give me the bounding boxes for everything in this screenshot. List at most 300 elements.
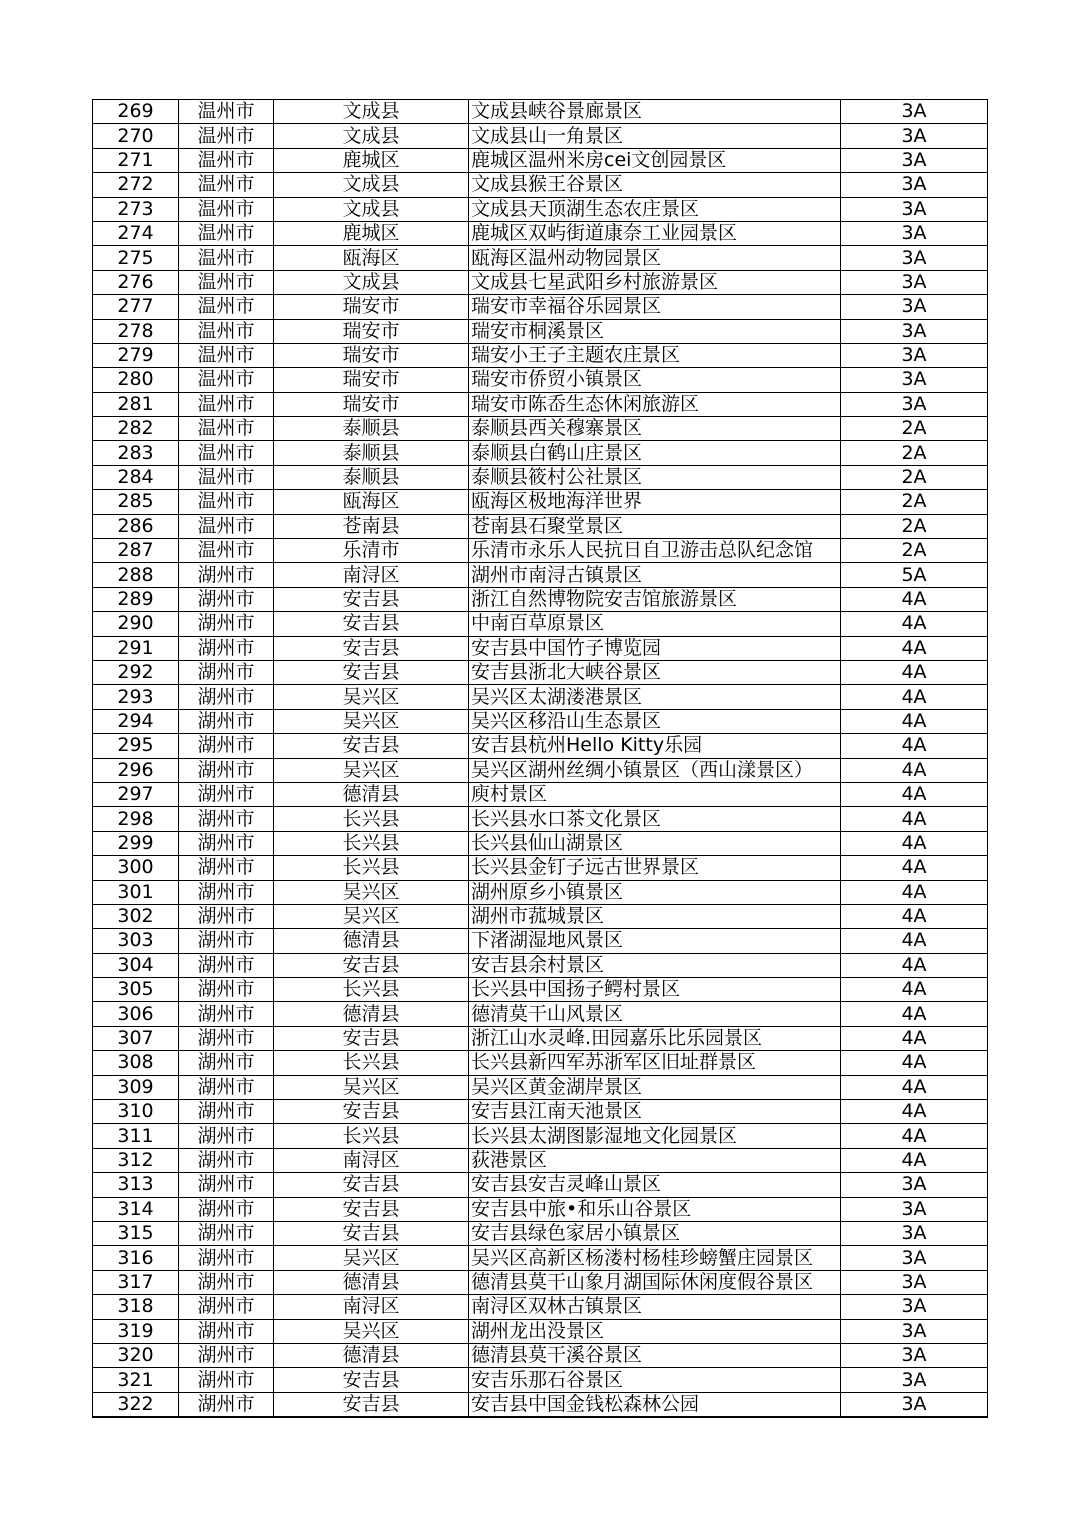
cell-grade: 3A [841, 100, 988, 124]
cell-grade: 2A [841, 465, 988, 489]
cell-scenic-name: 安吉县中国金钱松森林公园 [469, 1392, 841, 1417]
table-row [93, 1221, 988, 1245]
cell-scenic-name: 荻港景区 [469, 1148, 841, 1172]
cell-district: 南浔区 [274, 1295, 469, 1319]
cell-city: 温州市 [179, 490, 274, 514]
cell-district: 德清县 [274, 929, 469, 953]
cell-district: 德清县 [274, 782, 469, 806]
cell-number: 294 [93, 709, 179, 733]
cell-scenic-name: 长兴县金钉子远古世界景区 [469, 856, 841, 880]
cell-number: 276 [93, 270, 179, 294]
cell-number: 273 [93, 197, 179, 221]
cell-number: 321 [93, 1368, 179, 1392]
cell-district: 南浔区 [274, 1148, 469, 1172]
cell-number: 309 [93, 1075, 179, 1099]
cell-grade: 3A [841, 197, 988, 221]
cell-district: 安吉县 [274, 953, 469, 977]
table-row [93, 514, 988, 538]
cell-scenic-name: 吴兴区移沿山生态景区 [469, 709, 841, 733]
table-row [93, 124, 988, 148]
cell-number: 291 [93, 636, 179, 660]
cell-grade: 3A [841, 173, 988, 197]
cell-city: 温州市 [179, 465, 274, 489]
cell-number: 293 [93, 685, 179, 709]
cell-district: 瓯海区 [274, 490, 469, 514]
cell-number: 284 [93, 465, 179, 489]
cell-city: 湖州市 [179, 734, 274, 758]
table-row [93, 880, 988, 904]
cell-scenic-name: 安吉县余村景区 [469, 953, 841, 977]
cell-city: 温州市 [179, 295, 274, 319]
table-row [93, 417, 988, 441]
cell-district: 瑞安市 [274, 392, 469, 416]
cell-grade: 4A [841, 1148, 988, 1172]
cell-scenic-name: 长兴县水口茶文化景区 [469, 807, 841, 831]
cell-scenic-name: 瑞安市陈岙生态休闲旅游区 [469, 392, 841, 416]
cell-city: 湖州市 [179, 1197, 274, 1221]
cell-city: 湖州市 [179, 685, 274, 709]
table-row [93, 100, 988, 124]
table-row [93, 1075, 988, 1099]
cell-city: 温州市 [179, 392, 274, 416]
table-row [93, 660, 988, 684]
cell-grade: 2A [841, 539, 988, 563]
cell-city: 湖州市 [179, 636, 274, 660]
cell-number: 315 [93, 1221, 179, 1245]
cell-district: 吴兴区 [274, 1075, 469, 1099]
cell-scenic-name: 湖州原乡小镇景区 [469, 880, 841, 904]
cell-district: 德清县 [274, 1002, 469, 1026]
cell-number: 272 [93, 173, 179, 197]
cell-district: 长兴县 [274, 856, 469, 880]
cell-district: 乐清市 [274, 539, 469, 563]
cell-number: 282 [93, 417, 179, 441]
cell-city: 湖州市 [179, 1270, 274, 1294]
cell-scenic-name: 瑞安市侨贸小镇景区 [469, 368, 841, 392]
cell-number: 319 [93, 1319, 179, 1343]
cell-district: 瑞安市 [274, 295, 469, 319]
cell-district: 瑞安市 [274, 368, 469, 392]
cell-city: 温州市 [179, 417, 274, 441]
cell-scenic-name: 长兴县新四军苏浙军区旧址群景区 [469, 1051, 841, 1075]
cell-district: 瑞安市 [274, 343, 469, 367]
cell-district: 文成县 [274, 124, 469, 148]
cell-scenic-name: 湖州龙出没景区 [469, 1319, 841, 1343]
table-row [93, 1295, 988, 1319]
cell-number: 303 [93, 929, 179, 953]
cell-city: 湖州市 [179, 563, 274, 587]
cell-district: 安吉县 [274, 734, 469, 758]
cell-grade: 4A [841, 660, 988, 684]
cell-city: 温州市 [179, 124, 274, 148]
cell-grade: 4A [841, 1075, 988, 1099]
cell-district: 吴兴区 [274, 880, 469, 904]
cell-district: 吴兴区 [274, 758, 469, 782]
cell-district: 安吉县 [274, 1221, 469, 1245]
cell-number: 285 [93, 490, 179, 514]
table-row [93, 368, 988, 392]
cell-number: 277 [93, 295, 179, 319]
cell-grade: 3A [841, 270, 988, 294]
table-row [93, 782, 988, 806]
table-row [93, 758, 988, 782]
cell-grade: 4A [841, 1124, 988, 1148]
cell-grade: 3A [841, 392, 988, 416]
cell-scenic-name: 鹿城区双屿街道康奈工业园景区 [469, 221, 841, 245]
cell-grade: 4A [841, 929, 988, 953]
cell-scenic-name: 安吉乐那石谷景区 [469, 1368, 841, 1392]
cell-city: 湖州市 [179, 1148, 274, 1172]
cell-number: 274 [93, 221, 179, 245]
cell-grade: 3A [841, 343, 988, 367]
table-body [93, 100, 988, 1418]
cell-scenic-name: 安吉县中国竹子博览园 [469, 636, 841, 660]
table-row [93, 539, 988, 563]
cell-district: 吴兴区 [274, 1319, 469, 1343]
table-row [93, 636, 988, 660]
cell-district: 长兴县 [274, 978, 469, 1002]
cell-scenic-name: 德清县莫干溪谷景区 [469, 1343, 841, 1367]
cell-scenic-name: 乐清市永乐人民抗日自卫游击总队纪念馆 [469, 539, 841, 563]
table-row [93, 295, 988, 319]
cell-number: 311 [93, 1124, 179, 1148]
cell-district: 文成县 [274, 197, 469, 221]
cell-city: 湖州市 [179, 1026, 274, 1050]
cell-district: 安吉县 [274, 1173, 469, 1197]
cell-number: 290 [93, 612, 179, 636]
cell-grade: 3A [841, 319, 988, 343]
cell-grade: 3A [841, 295, 988, 319]
cell-number: 295 [93, 734, 179, 758]
cell-scenic-name: 下渚湖湿地风景区 [469, 929, 841, 953]
cell-city: 湖州市 [179, 856, 274, 880]
cell-scenic-name: 庾村景区 [469, 782, 841, 806]
cell-city: 湖州市 [179, 904, 274, 928]
cell-grade: 2A [841, 417, 988, 441]
cell-grade: 4A [841, 1051, 988, 1075]
cell-grade: 3A [841, 1368, 988, 1392]
table-row [93, 904, 988, 928]
cell-district: 安吉县 [274, 1368, 469, 1392]
cell-grade: 3A [841, 1343, 988, 1367]
table-row [93, 734, 988, 758]
cell-number: 280 [93, 368, 179, 392]
cell-scenic-name: 泰顺县西关穆寨景区 [469, 417, 841, 441]
table-row [93, 441, 988, 465]
cell-city: 湖州市 [179, 1002, 274, 1026]
cell-scenic-name: 文成县天顶湖生态农庄景区 [469, 197, 841, 221]
cell-scenic-name: 泰顺县白鹤山庄景区 [469, 441, 841, 465]
cell-city: 温州市 [179, 270, 274, 294]
cell-district: 鹿城区 [274, 148, 469, 172]
cell-number: 320 [93, 1343, 179, 1367]
cell-number: 308 [93, 1051, 179, 1075]
cell-city: 湖州市 [179, 587, 274, 611]
cell-city: 温州市 [179, 148, 274, 172]
cell-city: 湖州市 [179, 1100, 274, 1124]
table-row [93, 270, 988, 294]
cell-city: 温州市 [179, 514, 274, 538]
cell-scenic-name: 中南百草原景区 [469, 612, 841, 636]
cell-city: 湖州市 [179, 929, 274, 953]
cell-number: 310 [93, 1100, 179, 1124]
table-row [93, 1319, 988, 1343]
cell-scenic-name: 苍南县石聚堂景区 [469, 514, 841, 538]
cell-number: 275 [93, 246, 179, 270]
cell-grade: 4A [841, 612, 988, 636]
cell-grade: 3A [841, 1246, 988, 1270]
cell-grade: 4A [841, 807, 988, 831]
cell-number: 305 [93, 978, 179, 1002]
table-row [93, 1173, 988, 1197]
cell-city: 温州市 [179, 246, 274, 270]
table-row [93, 1343, 988, 1367]
cell-grade: 3A [841, 1270, 988, 1294]
cell-scenic-name: 安吉县浙北大峡谷景区 [469, 660, 841, 684]
cell-city: 湖州市 [179, 880, 274, 904]
cell-grade: 4A [841, 856, 988, 880]
cell-number: 297 [93, 782, 179, 806]
cell-number: 316 [93, 1246, 179, 1270]
cell-district: 德清县 [274, 1270, 469, 1294]
cell-city: 温州市 [179, 100, 274, 124]
cell-city: 湖州市 [179, 1221, 274, 1245]
cell-scenic-name: 浙江自然博物院安吉馆旅游景区 [469, 587, 841, 611]
table-row [93, 709, 988, 733]
cell-city: 温州市 [179, 368, 274, 392]
cell-district: 吴兴区 [274, 709, 469, 733]
cell-grade: 4A [841, 904, 988, 928]
cell-number: 288 [93, 563, 179, 587]
cell-grade: 3A [841, 148, 988, 172]
table-row [93, 1368, 988, 1392]
cell-number: 307 [93, 1026, 179, 1050]
cell-district: 安吉县 [274, 1026, 469, 1050]
cell-city: 湖州市 [179, 1392, 274, 1417]
cell-grade: 4A [841, 831, 988, 855]
table-row [93, 319, 988, 343]
cell-grade: 4A [841, 782, 988, 806]
cell-district: 安吉县 [274, 587, 469, 611]
cell-scenic-name: 湖州市南浔古镇景区 [469, 563, 841, 587]
table-row [93, 465, 988, 489]
table-row [93, 953, 988, 977]
cell-grade: 3A [841, 1392, 988, 1417]
cell-grade: 4A [841, 685, 988, 709]
cell-city: 温州市 [179, 173, 274, 197]
cell-number: 292 [93, 660, 179, 684]
cell-district: 鹿城区 [274, 221, 469, 245]
cell-grade: 2A [841, 514, 988, 538]
cell-city: 温州市 [179, 221, 274, 245]
cell-district: 长兴县 [274, 1051, 469, 1075]
table-row [93, 1051, 988, 1075]
table-row [93, 1124, 988, 1148]
cell-scenic-name: 浙江山水灵峰.田园嘉乐比乐园景区 [469, 1026, 841, 1050]
cell-city: 湖州市 [179, 782, 274, 806]
cell-city: 湖州市 [179, 1051, 274, 1075]
cell-district: 苍南县 [274, 514, 469, 538]
cell-scenic-name: 安吉县中旅•和乐山谷景区 [469, 1197, 841, 1221]
cell-district: 瑞安市 [274, 319, 469, 343]
cell-district: 安吉县 [274, 1392, 469, 1417]
table-row [93, 807, 988, 831]
cell-scenic-name: 瑞安小王子主题农庄景区 [469, 343, 841, 367]
cell-district: 泰顺县 [274, 441, 469, 465]
cell-grade: 4A [841, 978, 988, 1002]
cell-scenic-name: 安吉县杭州Hello Kitty乐园 [469, 734, 841, 758]
cell-city: 湖州市 [179, 1246, 274, 1270]
cell-grade: 3A [841, 1295, 988, 1319]
cell-city: 湖州市 [179, 612, 274, 636]
cell-number: 299 [93, 831, 179, 855]
cell-district: 吴兴区 [274, 1246, 469, 1270]
cell-grade: 2A [841, 441, 988, 465]
cell-grade: 4A [841, 1100, 988, 1124]
cell-district: 吴兴区 [274, 904, 469, 928]
cell-number: 300 [93, 856, 179, 880]
cell-scenic-name: 吴兴区黄金湖岸景区 [469, 1075, 841, 1099]
cell-district: 泰顺县 [274, 465, 469, 489]
cell-city: 湖州市 [179, 1343, 274, 1367]
cell-city: 湖州市 [179, 1173, 274, 1197]
cell-scenic-name: 吴兴区湖州丝绸小镇景区（西山漾景区） [469, 758, 841, 782]
cell-city: 湖州市 [179, 1319, 274, 1343]
cell-city: 温州市 [179, 343, 274, 367]
cell-grade: 4A [841, 1026, 988, 1050]
table-row [93, 1246, 988, 1270]
table-row [93, 978, 988, 1002]
cell-number: 304 [93, 953, 179, 977]
cell-district: 文成县 [274, 173, 469, 197]
cell-number: 278 [93, 319, 179, 343]
table-row [93, 221, 988, 245]
table-row [93, 612, 988, 636]
cell-scenic-name: 湖州市菰城景区 [469, 904, 841, 928]
cell-city: 湖州市 [179, 1295, 274, 1319]
cell-scenic-name: 瓯海区极地海洋世界 [469, 490, 841, 514]
cell-grade: 4A [841, 709, 988, 733]
cell-district: 吴兴区 [274, 685, 469, 709]
cell-grade: 3A [841, 1173, 988, 1197]
cell-grade: 4A [841, 1002, 988, 1026]
table-row [93, 1002, 988, 1026]
table-row [93, 490, 988, 514]
cell-number: 270 [93, 124, 179, 148]
table-row [93, 831, 988, 855]
cell-number: 286 [93, 514, 179, 538]
cell-scenic-name: 吴兴区高新区杨溇村杨桂珍螃蟹庄园景区 [469, 1246, 841, 1270]
cell-city: 湖州市 [179, 758, 274, 782]
cell-scenic-name: 安吉县绿色家居小镇景区 [469, 1221, 841, 1245]
cell-scenic-name: 安吉县安吉灵峰山景区 [469, 1173, 841, 1197]
table-row [93, 1392, 988, 1417]
scenic-area-table [92, 99, 988, 1418]
cell-district: 泰顺县 [274, 417, 469, 441]
table-row [93, 148, 988, 172]
cell-grade: 3A [841, 124, 988, 148]
cell-grade: 3A [841, 246, 988, 270]
table-row [93, 246, 988, 270]
cell-number: 317 [93, 1270, 179, 1294]
cell-grade: 2A [841, 490, 988, 514]
cell-grade: 3A [841, 1197, 988, 1221]
cell-grade: 4A [841, 636, 988, 660]
cell-city: 湖州市 [179, 1124, 274, 1148]
table-row [93, 1026, 988, 1050]
cell-scenic-name: 长兴县中国扬子鳄村景区 [469, 978, 841, 1002]
cell-scenic-name: 安吉县江南天池景区 [469, 1100, 841, 1124]
cell-district: 德清县 [274, 1343, 469, 1367]
cell-city: 湖州市 [179, 660, 274, 684]
table-row [93, 343, 988, 367]
cell-city: 温州市 [179, 319, 274, 343]
cell-scenic-name: 吴兴区太湖溇港景区 [469, 685, 841, 709]
cell-district: 文成县 [274, 270, 469, 294]
cell-grade: 4A [841, 734, 988, 758]
cell-district: 安吉县 [274, 1197, 469, 1221]
cell-grade: 4A [841, 587, 988, 611]
cell-grade: 4A [841, 758, 988, 782]
cell-number: 271 [93, 148, 179, 172]
cell-scenic-name: 瑞安市桐溪景区 [469, 319, 841, 343]
cell-scenic-name: 文成县山一角景区 [469, 124, 841, 148]
cell-city: 温州市 [179, 441, 274, 465]
table-row [93, 173, 988, 197]
table-row [93, 1197, 988, 1221]
cell-number: 312 [93, 1148, 179, 1172]
cell-city: 湖州市 [179, 831, 274, 855]
cell-number: 283 [93, 441, 179, 465]
table-row [93, 587, 988, 611]
cell-scenic-name: 瓯海区温州动物园景区 [469, 246, 841, 270]
cell-district: 文成县 [274, 100, 469, 124]
cell-city: 湖州市 [179, 1368, 274, 1392]
cell-city: 湖州市 [179, 953, 274, 977]
cell-scenic-name: 德清县莫干山象月湖国际休闲度假谷景区 [469, 1270, 841, 1294]
table-row [93, 929, 988, 953]
cell-district: 安吉县 [274, 612, 469, 636]
cell-city: 湖州市 [179, 1075, 274, 1099]
cell-scenic-name: 瑞安市幸福谷乐园景区 [469, 295, 841, 319]
cell-number: 281 [93, 392, 179, 416]
cell-number: 306 [93, 1002, 179, 1026]
cell-city: 温州市 [179, 197, 274, 221]
cell-scenic-name: 德清莫干山风景区 [469, 1002, 841, 1026]
cell-number: 301 [93, 880, 179, 904]
cell-number: 314 [93, 1197, 179, 1221]
cell-district: 南浔区 [274, 563, 469, 587]
cell-scenic-name: 文成县七星武阳乡村旅游景区 [469, 270, 841, 294]
cell-district: 长兴县 [274, 807, 469, 831]
table-row [93, 1100, 988, 1124]
cell-scenic-name: 长兴县太湖图影湿地文化园景区 [469, 1124, 841, 1148]
cell-grade: 3A [841, 1319, 988, 1343]
cell-grade: 5A [841, 563, 988, 587]
cell-number: 279 [93, 343, 179, 367]
cell-scenic-name: 文成县峡谷景廊景区 [469, 100, 841, 124]
cell-scenic-name: 泰顺县筱村公社景区 [469, 465, 841, 489]
cell-scenic-name: 文成县猴王谷景区 [469, 173, 841, 197]
table-row [93, 563, 988, 587]
cell-city: 湖州市 [179, 709, 274, 733]
cell-district: 安吉县 [274, 1100, 469, 1124]
cell-scenic-name: 南浔区双林古镇景区 [469, 1295, 841, 1319]
table-row [93, 392, 988, 416]
cell-number: 302 [93, 904, 179, 928]
cell-scenic-name: 长兴县仙山湖景区 [469, 831, 841, 855]
cell-district: 瓯海区 [274, 246, 469, 270]
